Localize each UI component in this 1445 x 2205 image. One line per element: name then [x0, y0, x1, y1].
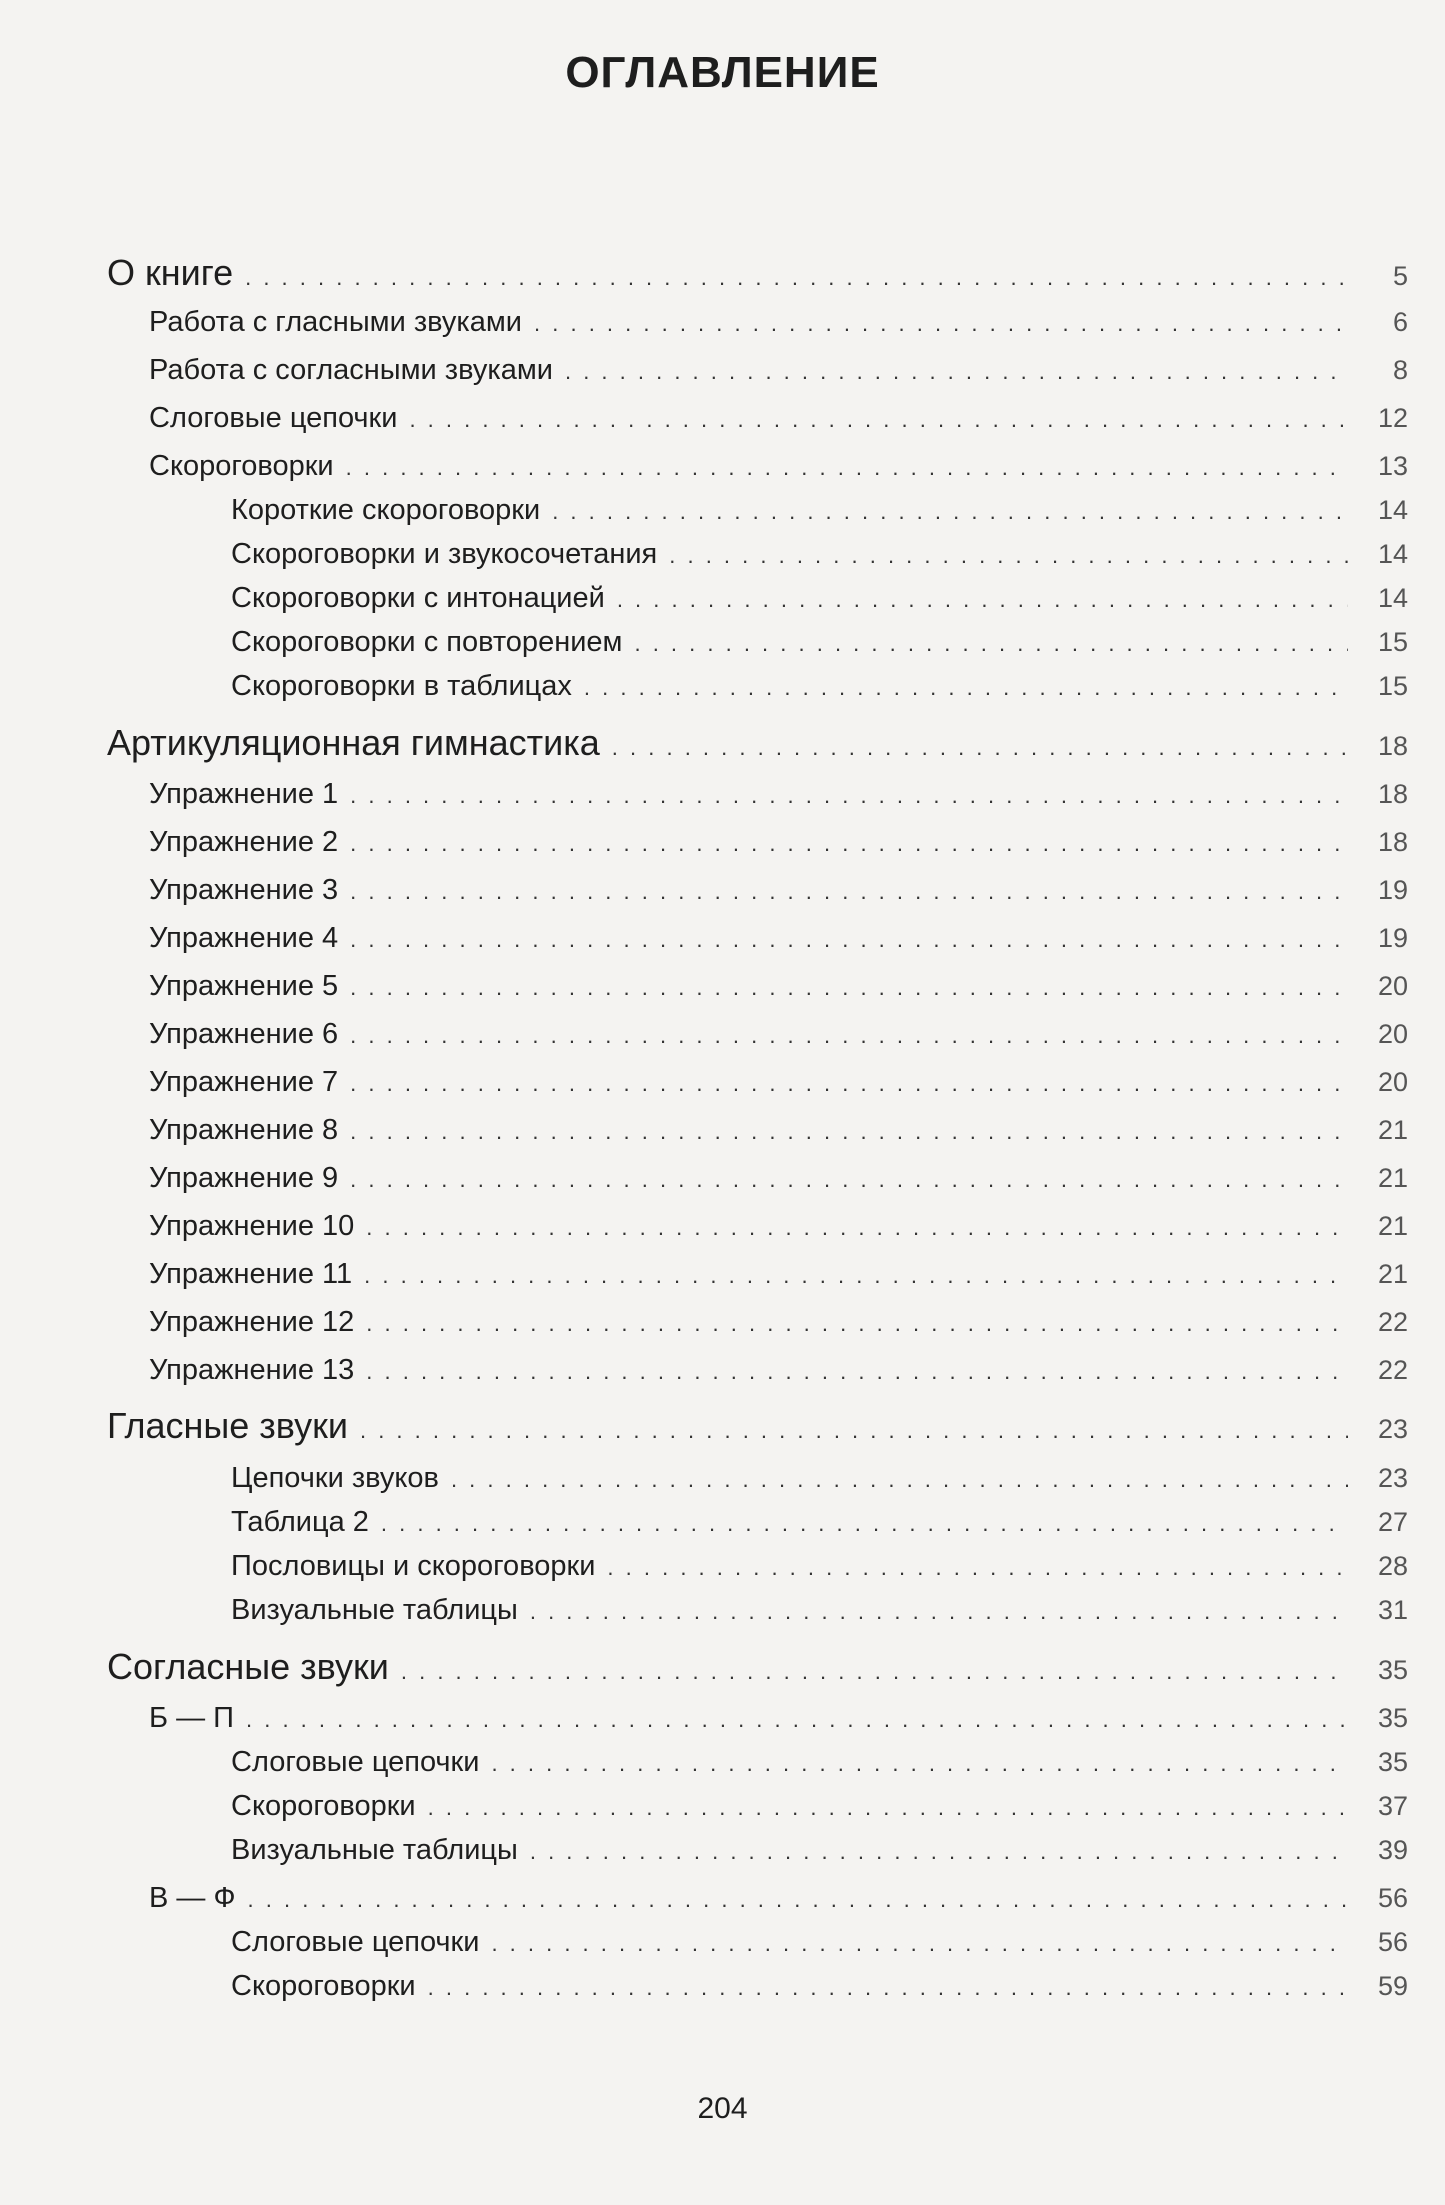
toc-entry-title: Гласные звуки: [107, 1405, 348, 1446]
dot-leader: [401, 1659, 1348, 1685]
toc-entry-title: Упражнение 5: [149, 970, 339, 1002]
toc-entry: [0, 1210, 1445, 1243]
toc-entry: [0, 1258, 1445, 1291]
toc-entry: [0, 450, 1445, 483]
toc-entry: [0, 1702, 1445, 1735]
dot-leader: [366, 1359, 1348, 1385]
dot-leader: [350, 831, 1348, 857]
toc-entry: [0, 1066, 1445, 1099]
toc-entry-page: 22: [1377, 1307, 1408, 1337]
toc-entry-page: 19: [1377, 923, 1408, 953]
toc-entry: [0, 1746, 1445, 1779]
toc-entry: [0, 1506, 1445, 1539]
toc-entry-title: Таблица 2: [231, 1506, 369, 1538]
toc-entry: [0, 1834, 1445, 1867]
toc-entry: [0, 1550, 1445, 1583]
toc-entry-page: 20: [1377, 1067, 1408, 1097]
toc-entry: [0, 1405, 1445, 1447]
toc-entry-title: Слоговые цепочки: [149, 402, 398, 434]
dot-leader: [350, 1023, 1348, 1049]
toc-entry: [0, 874, 1445, 907]
toc-entry-title: Скороговорки с интонацией: [231, 582, 605, 614]
dot-leader: [360, 1418, 1348, 1444]
toc-entry: [0, 626, 1445, 659]
toc-entry: [0, 1970, 1445, 2003]
toc-entry-page: 35: [1377, 1747, 1408, 1777]
toc-entry-title: Упражнение 2: [149, 826, 339, 858]
toc-entry: [0, 670, 1445, 703]
toc-entry-title: Визуальные таблицы: [231, 1834, 518, 1866]
toc-entry-title: Короткие скороговорки: [231, 494, 541, 526]
toc-entry-title: Работа с гласными звуками: [149, 306, 523, 338]
toc-entry-title: Визуальные таблицы: [231, 1594, 518, 1626]
toc-entry-title: Упражнение 8: [149, 1114, 339, 1146]
toc-entry-page: 6: [1392, 307, 1408, 337]
toc-entry-title: Цепочки звуков: [231, 1462, 439, 1494]
dot-leader: [381, 1511, 1348, 1537]
toc-entry: [0, 1018, 1445, 1051]
toc-entry: [0, 1646, 1445, 1688]
toc-entry-page: 20: [1377, 971, 1408, 1001]
page-title: ОГЛАВЛЕНИЕ: [565, 48, 880, 97]
toc-entry: [0, 922, 1445, 955]
toc-entry: [0, 306, 1445, 339]
toc-entry-title: Согласные звуки: [107, 1646, 389, 1687]
dot-leader: [552, 499, 1348, 525]
dot-leader: [565, 359, 1348, 385]
toc-entry: [0, 778, 1445, 811]
toc-entry-title: О книге: [107, 252, 234, 293]
toc-entry-page: 19: [1377, 875, 1408, 905]
dot-leader: [612, 735, 1348, 761]
toc-entry-title: Скороговорки и звукосочетания: [231, 538, 658, 570]
toc-entry: [0, 494, 1445, 527]
dot-leader: [350, 1071, 1348, 1097]
toc-entry: [0, 538, 1445, 571]
toc-entry-page: 21: [1377, 1211, 1408, 1241]
toc-entry-title: Слоговые цепочки: [231, 1926, 480, 1958]
dot-leader: [350, 927, 1348, 953]
page-number: 204: [697, 2092, 748, 2125]
toc-entry-page: 23: [1377, 1463, 1408, 1493]
toc-entry: [0, 252, 1445, 294]
toc-entry: [0, 1790, 1445, 1823]
dot-leader: [428, 1795, 1348, 1821]
toc-entry-title: Пословицы и скороговорки: [231, 1550, 596, 1582]
toc-entry-title: Слоговые цепочки: [231, 1746, 480, 1778]
dot-leader: [451, 1467, 1348, 1493]
toc-entry-page: 13: [1377, 451, 1408, 481]
dot-leader: [350, 975, 1348, 1001]
dot-leader: [428, 1975, 1348, 2001]
toc-entry: [0, 1114, 1445, 1147]
toc-entry: [0, 722, 1445, 764]
toc-entry-page: 18: [1377, 779, 1408, 809]
toc-entry-page: 31: [1377, 1595, 1408, 1625]
dot-leader: [530, 1839, 1348, 1865]
toc-entry-page: 22: [1377, 1355, 1408, 1385]
dot-leader: [366, 1311, 1348, 1337]
toc-entry-title: Упражнение 4: [149, 922, 339, 954]
dot-leader: [346, 455, 1348, 481]
toc-entry-page: 14: [1377, 495, 1408, 525]
toc-entry-page: 20: [1377, 1019, 1408, 1049]
toc-entry: [0, 1462, 1445, 1495]
toc-entry-title: Скороговорки: [231, 1970, 416, 2002]
toc-entry-page: 23: [1377, 1414, 1408, 1444]
toc-entry-page: 5: [1392, 261, 1408, 291]
toc-entry-title: Скороговорки в таблицах: [231, 670, 572, 702]
toc-entry-page: 27: [1377, 1507, 1408, 1537]
dot-leader: [248, 1887, 1348, 1913]
dot-leader: [491, 1931, 1348, 1957]
toc-entry-page: 21: [1377, 1163, 1408, 1193]
dot-leader: [617, 587, 1348, 613]
toc-entry-page: 15: [1377, 627, 1408, 657]
toc-entry-title: Скороговорки: [231, 1790, 416, 1822]
dot-leader: [584, 675, 1348, 701]
toc-entry-page: 56: [1377, 1927, 1408, 1957]
dot-leader: [350, 879, 1348, 905]
toc-entry-page: 14: [1377, 583, 1408, 613]
dot-leader: [350, 1119, 1348, 1145]
toc-entry-page: 18: [1377, 827, 1408, 857]
toc-entry-title: Упражнение 12: [149, 1306, 355, 1338]
toc-entry-title: Артикуляционная гимнастика: [107, 722, 600, 763]
dot-leader: [634, 631, 1348, 657]
toc-entry-page: 35: [1377, 1655, 1408, 1685]
dot-leader: [364, 1263, 1348, 1289]
toc-entry-page: 28: [1377, 1551, 1408, 1581]
toc-entry: [0, 826, 1445, 859]
toc-entry-page: 21: [1377, 1115, 1408, 1145]
dot-leader: [534, 311, 1348, 337]
toc-entry-page: 8: [1392, 355, 1408, 385]
toc-entry-page: 35: [1377, 1703, 1408, 1733]
dot-leader: [350, 783, 1348, 809]
dot-leader: [530, 1599, 1348, 1625]
dot-leader: [409, 407, 1348, 433]
toc-entry-page: 56: [1377, 1883, 1408, 1913]
toc-entry-page: 37: [1377, 1791, 1408, 1821]
toc-entry-title: Работа с согласными звуками: [149, 354, 553, 386]
dot-leader: [366, 1215, 1348, 1241]
toc-entry: [0, 1882, 1445, 1915]
toc-entry: [0, 402, 1445, 435]
toc-entry-page: 21: [1377, 1259, 1408, 1289]
toc-entry: [0, 582, 1445, 615]
toc-entry: [0, 1306, 1445, 1339]
dot-leader: [350, 1167, 1348, 1193]
toc-entry-page: 18: [1377, 731, 1408, 761]
toc-entry: [0, 970, 1445, 1003]
toc-entry-title: Упражнение 13: [149, 1354, 355, 1386]
dot-leader: [669, 543, 1348, 569]
toc-entry-title: Упражнение 6: [149, 1018, 339, 1050]
toc-entry-title: Упражнение 7: [149, 1066, 339, 1098]
toc-entry: [0, 1926, 1445, 1959]
toc-entry-title: Упражнение 3: [149, 874, 339, 906]
toc-entry: [0, 1162, 1445, 1195]
dot-leader: [491, 1751, 1348, 1777]
toc-entry-title: Скороговорки: [149, 450, 334, 482]
dot-leader: [607, 1555, 1348, 1581]
toc-entry-page: 14: [1377, 539, 1408, 569]
toc-entry-title: Упражнение 1: [149, 778, 339, 810]
toc-entry-page: 15: [1377, 671, 1408, 701]
toc-entry-title: Упражнение 10: [149, 1210, 355, 1242]
toc-entry-page: 12: [1377, 403, 1408, 433]
toc-entry-title: Скороговорки с повторением: [231, 626, 623, 658]
dot-leader: [245, 265, 1348, 291]
toc-entry: [0, 1594, 1445, 1627]
toc-entry-title: Упражнение 11: [149, 1258, 353, 1290]
toc-entry-title: Б — П: [149, 1702, 234, 1734]
dot-leader: [246, 1707, 1348, 1733]
toc-entry-title: В — Ф: [149, 1882, 236, 1914]
toc-entry-page: 39: [1377, 1835, 1408, 1865]
toc-entry-title: Упражнение 9: [149, 1162, 339, 1194]
toc-entry: [0, 1354, 1445, 1387]
toc-entry-page: 59: [1377, 1971, 1408, 2001]
toc-entry: [0, 354, 1445, 387]
